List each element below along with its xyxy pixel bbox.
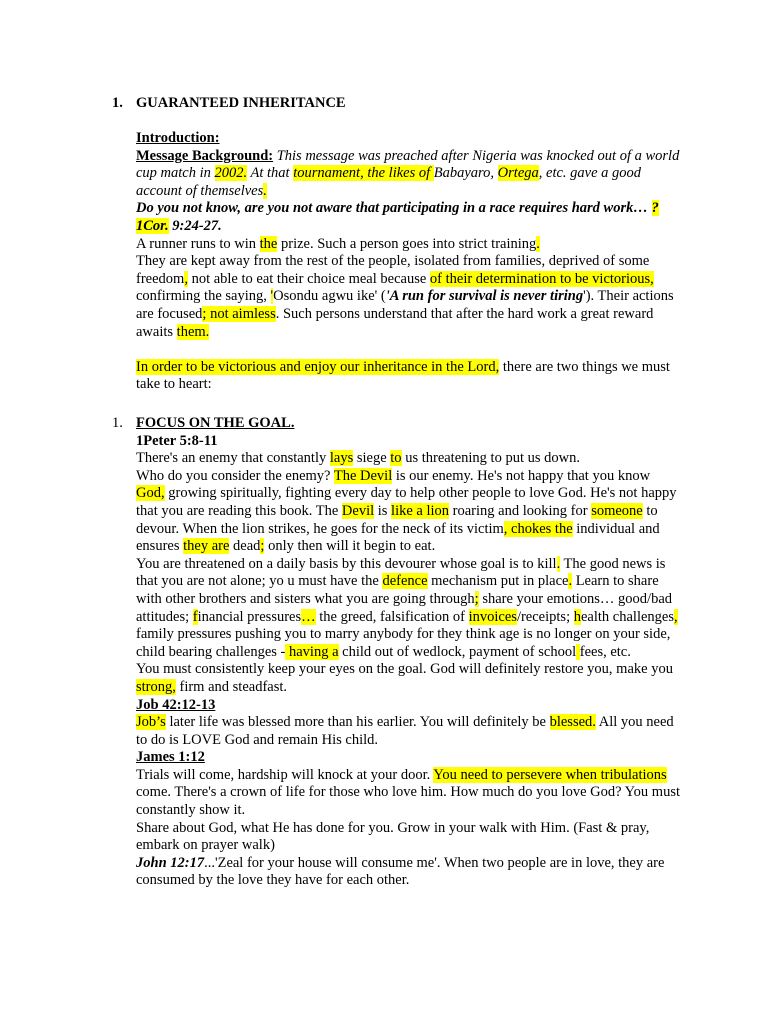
scripture-ref-1peter: 1Peter 5:8-11 bbox=[136, 432, 218, 449]
intro-paragraph-kept-away: They are kept away from the rest of the people, isolated from families, deprived of some freedom, not able to eat their choice meal because of their determination to be victorious, confirming the saying, 'Osondu agwu ike' ('A run for survival is never tiring'). Their actions are focused; not aimless. Such persons understand that after the hard work a great reward awaits them. bbox=[136, 253, 674, 340]
heading-number: 1. bbox=[112, 95, 123, 111]
scripture-ref-job: Job 42:12-13 bbox=[136, 696, 216, 713]
paragraph-zeal: John 12:17...'Zeal for your house will consume me'. When two people are in love, they are consumed by the love they have for each other. bbox=[136, 854, 665, 889]
paragraph-goal: You must consistently keep your eyes on the goal. God will definitely restore you, make you strong, firm and steadfast. bbox=[136, 661, 673, 695]
paragraph-job: Job’s later life was blessed more than his earlier. You will definitely be blessed. All you need to do is LOVE God and remain His child. bbox=[136, 714, 674, 748]
intro-paragraph-victorious: In order to be victorious and enjoy our inheritance in the Lord, there are two things we must take to heart: bbox=[136, 358, 670, 393]
focus-section bbox=[136, 415, 681, 890]
section-title: FOCUS ON THE GOAL. bbox=[136, 415, 295, 431]
introduction-label: Introduction: bbox=[136, 130, 220, 146]
page-title: GUARANTEED INHERITANCE bbox=[136, 95, 346, 111]
message-background: Message Background: This message was preached after Nigeria was knocked out of a world cup match in 2002. At that tournament, the likes of Babayaro, Ortega, etc. gave a good account of themselves. bbox=[136, 147, 680, 199]
intro-paragraph-runner: A runner runs to win the prize. Such a person goes into strict training. bbox=[136, 235, 540, 252]
paragraph-devil: Who do you consider the enemy? The Devil is our enemy. He's not happy that you know God, growing spiritually, fighting every day to help other people to love God. He's not happy that you are reading this book. The Devil is like a lion roaring and looking for someone to devour. When the lion strikes, he goes for the neck of its victim, chokes the individual and ensures they are dead; only then will it begin to eat. bbox=[136, 467, 677, 555]
scripture-ref-james: James 1:12 bbox=[136, 749, 205, 766]
paragraph-enemy: There's an enemy that constantly lays siege to us threatening to put us down. bbox=[136, 450, 580, 467]
paragraph-threatened: You are threatened on a daily basis by this devourer whose goal is to kill. The good news is that you are not alone; yo u must have the defence mechanism put in place. Learn to share with other brothers and sisters what you are going through; share your emotions… good/bad attitudes; financial pressures… the greed, falsification of invoices/receipts; health challenges, family pressures pushing you to marry anybody for they think age is no longer on your side, child bearing challenges - having a child out of wedlock, payment of school fees, etc. bbox=[136, 555, 678, 660]
paragraph-share: Share about God, what He has done for you. Grow in your walk with Him. (Fast & pray, embark on prayer walk) bbox=[136, 819, 650, 854]
paragraph-trials: Trials will come, hardship will knock at your door. You need to persevere when tribulations come. There's a crown of life for those who love him. How much do you love God? You must constantly show it. bbox=[136, 766, 680, 819]
introduction-section bbox=[136, 130, 681, 394]
section-number: 1. bbox=[112, 415, 123, 431]
intro-question: Do you not know, are you not aware that participating in a race requires hard work… ? 1Cor. 9:24-27. bbox=[136, 200, 659, 234]
